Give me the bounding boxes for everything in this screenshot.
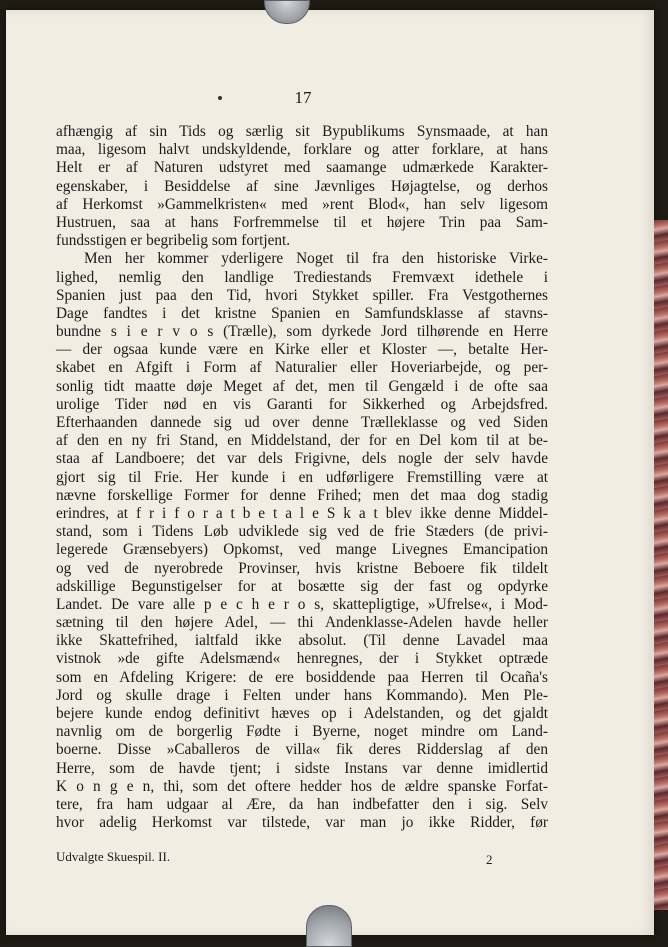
- text-line: erindres, at f r i f o r a t b e t a l e S k a t blev ikke denne Middel-: [56, 504, 548, 522]
- text-line: Landet. De vare alle p e c h e r o s, skattepligtige, »Ufrelse«, i Mod-: [56, 595, 548, 613]
- text-line: som en Afdeling Krigere: de ere bosiddende paa Herren til Ocaña's: [56, 668, 548, 686]
- text-line: sonlig tidt maatte døje Meget af det, men til Gengæld i de ofte saa: [56, 377, 548, 395]
- text-line: bundne s i e r v o s (Trælle), som dyrkede Jord tilhørende en Herre: [56, 323, 548, 341]
- print-dot: [218, 96, 222, 100]
- text-line: gjort sig til Frie. Her kunde i en udførligere Fremstilling være at: [56, 468, 548, 486]
- footer-signature-mark: 2: [486, 852, 493, 867]
- text-line: Hustruen, saa at hans Forfremmelse til et højere Trin paa Sam-: [56, 213, 548, 231]
- text-line: tere, fra ham udgaar al Ære, da han indbefatter den i sig. Selv: [56, 795, 548, 813]
- text-line: bejere kunde endog definitivt hæves op i Adelstanden, og det gjaldt: [56, 705, 548, 722]
- text-line: Helt er af Naturen udstyret med saamange udmærkede Karakter-: [56, 159, 548, 177]
- text-line: sætning til den højere Adel, — thi Andenklasse-Adelen havde heller: [56, 614, 548, 632]
- text-line: boerne. Disse »Caballeros de villa« fik deres Ridderslag af den: [56, 741, 548, 759]
- text-line: Dage fandtes i det kristne Spanien en Samfundsklasse af stavns-: [56, 304, 548, 322]
- text-line: vistnok »de gifte Adelsmænd« henregnes, der i Stykket optræde: [56, 650, 548, 668]
- text-line: adskillige Begunstigelser for at bosætte sig der fast og opdyrke: [56, 577, 548, 595]
- text-line: staa af Landboere; det var dels Frigivne, dels nogle der selv havde: [56, 450, 548, 468]
- text-line: stand, som i Tidens Løb udviklede sig ved de frie Stæders (de privi-: [56, 523, 548, 541]
- text-line: legerede Grænsebyers) Opkomst, ved mange Livegnes Emancipation: [56, 541, 548, 559]
- page-clip-bottom: [306, 905, 352, 947]
- text-line: ikke Skattefrihed, ialtfald ikke absolut. (Til denne Lavadel maa: [56, 632, 548, 650]
- text-line: hvor adelig Herkomst var tilstede, var man jo ikke Ridder, før: [56, 814, 548, 832]
- marbled-page-edge: [654, 220, 668, 910]
- text-line: fundsstigen er begribelig som fortjent.: [56, 232, 291, 250]
- text-line: — der ogsaa kunde være en Kirke eller et Kloster —, betalte Her-: [56, 341, 548, 359]
- text-line: Spanien just paa den Tid, hvori Stykket spiller. Fra Vestgothernes: [56, 286, 548, 304]
- book-page: [6, 10, 654, 935]
- text-line: maa, ligesom halvt undskyldende, forklare og atter forklare, at hans: [56, 141, 548, 159]
- text-line: Men her kommer yderligere Noget til fra den historiske Virke-: [84, 250, 548, 268]
- text-line: afhængig af sin Tids og særlig sit Bypublikums Synsmaade, at han: [56, 123, 548, 140]
- text-line: navnlig om de borgerlig Fødte i Byerne, noget mindre om Land-: [56, 723, 548, 741]
- text-line: skabet en Afgift i Form af Naturalier eller Hoveriarbejde, og per-: [56, 359, 548, 377]
- text-line: egenskaber, i Besiddelse af sine Jævnliges Højagtelse, og derhos: [56, 177, 548, 195]
- text-line: af Herkomst »Gammelkristen« med »rent Blod«, han selv ligesom: [56, 195, 548, 213]
- text-line: Herre, som de havde tjent; i sidste Instans var denne imidlertid: [56, 759, 548, 777]
- text-line: af den en ny fri Stand, en Middelstand, der for en Del kom til at be-: [56, 432, 548, 450]
- text-line: K o n g e n, thi, som det oftere hedder hos de ældre spanske Forfat-: [56, 777, 548, 795]
- text-line: lighed, nemlig den landlige Trediestands Fremvæxt idethele i: [56, 268, 548, 286]
- body-text: [56, 123, 548, 832]
- footer-book-title: Udvalgte Skuespil. II.: [56, 849, 171, 864]
- text-line: Jord og skulle drage i Felten under hans Kommando). Men Ple-: [56, 686, 548, 704]
- text-line: og ved de nyerobrede Provinser, hvis kristne Beboere fik tildelt: [56, 559, 548, 577]
- page-number: 17: [294, 88, 312, 107]
- text-line: Efterhaanden dannede sig ud over denne Trælleklasse og ved Siden: [56, 414, 548, 431]
- text-line: nævne forskellige Former for denne Frihed; men det maa dog stadig: [56, 486, 548, 504]
- text-line: urolige Tider nød en vis Garanti for Sikkerhed og Arbejdsfred.: [56, 395, 548, 413]
